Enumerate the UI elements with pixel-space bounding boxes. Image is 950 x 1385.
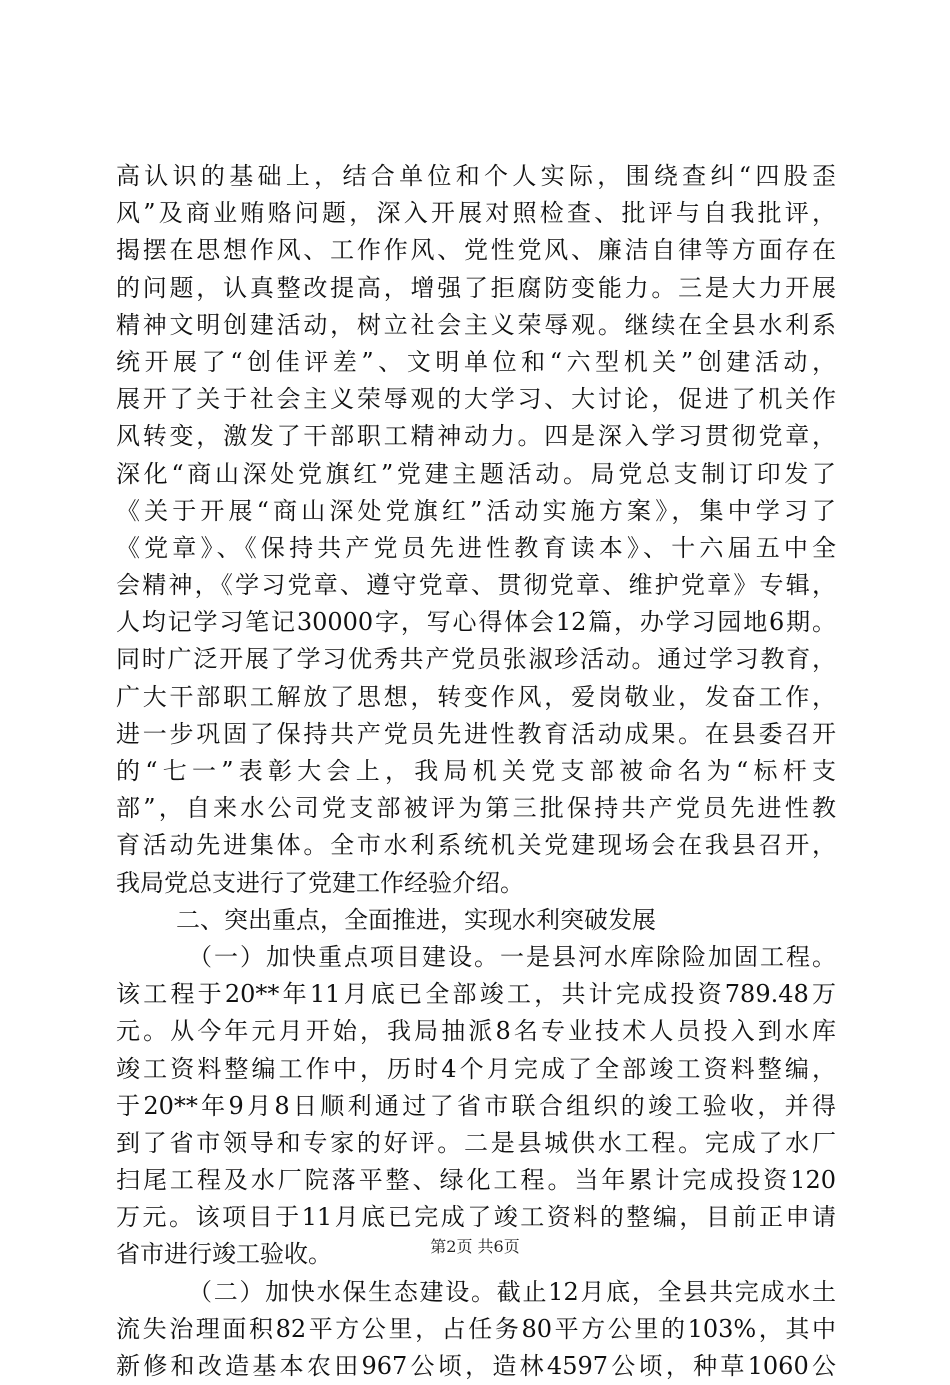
text-line: 的“七一”表彰大会上，我局机关党支部被命名为“标杆支 (116, 757, 836, 785)
text-line: 育活动先进集体。全市水利系统机关党建现场会在我县召开， (116, 831, 836, 860)
text-line: 同时广泛开展了学习优秀共产党员张淑珍活动。通过学习教育， (116, 645, 836, 674)
text-line: 省市进行竣工验收。 (116, 1240, 332, 1269)
text-line: 深化“商山深处党旗红”党建主题活动。局党总支制订印发了 (116, 459, 836, 488)
text-line: 揭摆在思想作风、工作作风、党性党风、廉洁自律等方面存在 (116, 236, 836, 265)
text-line: 展开了关于社会主义荣辱观的大学习、大讨论，促进了机关作 (116, 385, 836, 414)
text-line: 于20**年9月8日顺利通过了省市联合组织的竣工验收，并得 (116, 1091, 836, 1120)
text-line: 会精神，《学习党章、遵守党章、贯彻党章、维护党章》专辑， (116, 571, 836, 600)
text-line: （一）加快重点项目建设。一是县河水库除险加固工程。 (188, 942, 836, 971)
text-line: 流失治理面积82平方公里，占任务80平方公里的103%，其中 (116, 1314, 836, 1343)
text-line: 风”及商业贿赂问题，深入开展对照检查、批评与自我批评， (116, 199, 836, 228)
text-line: 万元。该项目于11月底已完成了竣工资料的整编，目前正申请 (116, 1203, 836, 1232)
text-line: 到了省市领导和专家的好评。二是县城供水工程。完成了水厂 (116, 1128, 836, 1157)
text-line: 部”，自来水公司党支部被评为第三批保持共产党员先进性教 (116, 794, 836, 823)
text-line: 竣工资料整编工作中，历时4个月完成了全部竣工资料整编， (116, 1054, 836, 1083)
text-line: 该工程于20**年11月底已全部竣工，共计完成投资789.48万 (116, 980, 836, 1009)
text-line: 风转变，激发了干部职工精神动力。四是深入学习贯彻党章， (116, 422, 836, 451)
text-line: （二）加快水保生态建设。截止12月底，全县共完成水土 (188, 1277, 836, 1306)
text-line: 新修和改造基本农田967公顷，造林4597公顷，种草1060公 (116, 1352, 836, 1380)
text-line: 统开展了“创佳评差”、文明单位和“六型机关”创建活动， (116, 347, 836, 376)
text-line: 我局党总支进行了党建工作经验介绍。 (116, 868, 524, 897)
text-line: 广大干部职工解放了思想，转变作风，爱岗敬业，发奋工作， (116, 682, 836, 711)
text-line: 高认识的基础上，结合单位和个人实际，围绕查纠“四股歪 (116, 162, 836, 190)
text-line: 《关于开展“商山深处党旗红”活动实施方案》，集中学习了 (116, 496, 836, 525)
text-line: 人均记学习笔记30000字，写心得体会12篇，办学习园地6期。 (116, 608, 836, 637)
section-heading: 二、突出重点，全面推进，实现水利突破发展 (176, 905, 656, 934)
text-line: 《党章》、《保持共产党员先进性教育读本》、十六届五中全 (116, 533, 836, 562)
text-line: 精神文明创建活动，树立社会主义荣辱观。继续在全县水利系 (116, 310, 836, 339)
text-line: 扫尾工程及水厂院落平整、绿化工程。当年累计完成投资120 (116, 1166, 836, 1195)
page-footer: 第2页 共6页 (430, 1237, 520, 1256)
body-text (116, 158, 836, 1385)
text-line: 元。从今年元月开始，我局抽派8名专业技术人员投入到水库 (116, 1017, 836, 1046)
text-line: 进一步巩固了保持共产党员先进性教育活动成果。在县委召开 (116, 719, 836, 748)
text-line: 的问题，认真整改提高，增强了拒腐防变能力。三是大力开展 (116, 273, 836, 302)
